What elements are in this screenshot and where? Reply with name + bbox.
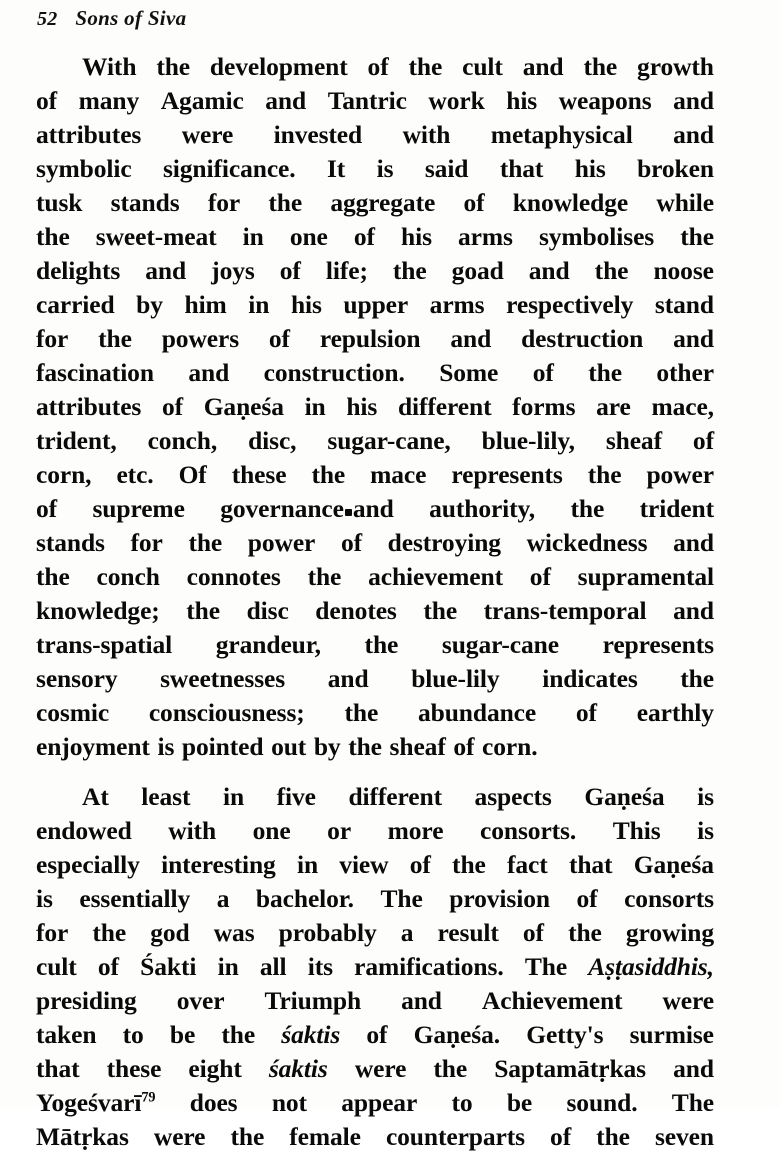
word: result [437, 918, 499, 947]
word: mace [370, 460, 427, 489]
text-line [36, 220, 714, 254]
word: over [176, 986, 225, 1015]
word: conch [96, 562, 160, 591]
word: other [656, 358, 714, 387]
word: the [307, 562, 342, 591]
text-line [36, 950, 714, 984]
word: construction. [263, 358, 405, 387]
word: its [307, 952, 333, 981]
word: forms [512, 392, 576, 421]
word: to [451, 1088, 473, 1117]
word: sensory [36, 664, 118, 693]
word: and [450, 324, 492, 353]
word: stands [110, 188, 180, 217]
word: ramifications. [354, 952, 504, 981]
word: taken [36, 1020, 97, 1049]
text-line [36, 322, 714, 356]
word: of [279, 256, 301, 285]
word: and [673, 120, 714, 149]
word: the [36, 222, 70, 251]
word: weapons [558, 86, 652, 115]
word: Mātṛkas [36, 1122, 129, 1151]
word: of [532, 358, 554, 387]
word: were [662, 986, 714, 1015]
word: the [98, 324, 132, 353]
text-line [36, 492, 714, 526]
text-line [36, 50, 714, 84]
word: by [313, 732, 341, 761]
word: supramental [577, 562, 714, 591]
word: significance. [162, 154, 296, 183]
word: abundance [417, 698, 537, 727]
word: is [376, 154, 394, 183]
word: stands [36, 528, 105, 557]
word: arms [458, 222, 513, 251]
word: of [550, 1122, 572, 1151]
word: sheaf [389, 732, 446, 761]
word: śaktis [268, 1054, 328, 1083]
word: his [401, 222, 432, 251]
word: disc [246, 596, 289, 625]
word: the [392, 256, 427, 285]
word: of [36, 86, 58, 115]
word: blue-lily, [481, 426, 575, 455]
word: Of [178, 460, 207, 489]
text-line [36, 254, 714, 288]
word: in [242, 222, 264, 251]
word: denotes [315, 596, 397, 625]
word: sugar-cane, [327, 426, 451, 455]
word: the [156, 52, 191, 81]
word: and [522, 52, 564, 81]
word: wickedness [526, 528, 648, 557]
word: fact [507, 850, 548, 879]
word: blue-lily [411, 664, 500, 693]
word: with [168, 816, 217, 845]
word: indicates [542, 664, 638, 693]
word: the [348, 732, 382, 761]
text-line [36, 984, 714, 1018]
word: the [92, 918, 127, 947]
word: of [367, 52, 389, 81]
word: the [596, 1122, 630, 1151]
word: Tantric [327, 86, 407, 115]
word: seven [654, 1122, 714, 1151]
word: noose [653, 256, 714, 285]
word: of [453, 732, 475, 761]
text-line [36, 594, 714, 628]
word: Agamic [160, 86, 244, 115]
word: life; [325, 256, 368, 285]
word: stand [654, 290, 714, 319]
word: surmise [629, 1020, 714, 1049]
word: cult [36, 952, 77, 981]
word: and [673, 86, 714, 115]
text-line [36, 628, 714, 662]
word: endowed [36, 816, 132, 845]
word: his [574, 154, 606, 183]
word: trans-temporal [483, 596, 647, 625]
word: destruction [521, 324, 644, 353]
word: for [207, 188, 241, 217]
word: is [36, 884, 53, 913]
word: sound. [566, 1088, 638, 1117]
word: not [271, 1088, 307, 1117]
word: corn, [36, 460, 92, 489]
word: of [529, 562, 551, 591]
word: trident [639, 494, 714, 523]
body-text [36, 50, 714, 1154]
word: cosmic [36, 698, 110, 727]
word: metaphysical [490, 120, 633, 149]
word: mace, [651, 392, 714, 421]
word: the [583, 52, 618, 81]
word: of [161, 392, 183, 421]
text-line [36, 916, 714, 950]
word: knowledge [512, 188, 629, 217]
text-line [36, 696, 714, 730]
word: of [576, 884, 598, 913]
word: invested [273, 120, 363, 149]
word: and [673, 324, 714, 353]
word: or [327, 816, 352, 845]
word: the [680, 222, 714, 251]
word: for [36, 324, 69, 353]
word: the [221, 1020, 256, 1049]
text-line [36, 1018, 714, 1052]
word: does [189, 1088, 238, 1117]
word: five [276, 782, 316, 811]
word: in [304, 392, 326, 421]
word: the [594, 256, 629, 285]
word: is [157, 732, 175, 761]
text-line [36, 814, 714, 848]
word: appear [341, 1088, 418, 1117]
word: symbolic [36, 154, 132, 183]
word: knowledge; [36, 596, 160, 625]
word: power [247, 528, 316, 557]
word: the [188, 528, 223, 557]
word: respectively [506, 290, 634, 319]
word: symbolises [538, 222, 655, 251]
word: goad [451, 256, 504, 285]
word: With [82, 52, 137, 81]
text-line [36, 730, 714, 764]
word: of [522, 918, 544, 947]
word: destroying [387, 528, 501, 557]
word: the [268, 188, 303, 217]
word: and [188, 358, 230, 387]
word: are [596, 392, 631, 421]
word: conch, [147, 426, 218, 455]
word: pointed [181, 732, 264, 761]
word: more [387, 816, 444, 845]
word: power [646, 460, 714, 489]
word: with [402, 120, 451, 149]
word: by [136, 290, 163, 319]
word: presiding [36, 986, 137, 1015]
word: the [311, 460, 346, 489]
word: growing [625, 918, 714, 947]
word: development [209, 52, 348, 81]
word: god [150, 918, 190, 947]
word: sweet-meat [95, 222, 217, 251]
word: fascination [36, 358, 154, 387]
word: the [186, 596, 220, 625]
word: were [153, 1122, 206, 1151]
word: This [612, 816, 661, 845]
word: broken [637, 154, 714, 183]
word: of [366, 1020, 388, 1049]
word: of [268, 324, 290, 353]
page-number: 52 [37, 8, 58, 30]
footnote-reference: 79 [141, 1089, 156, 1106]
word: one [252, 816, 291, 845]
word: the [570, 494, 605, 523]
word: The [380, 884, 423, 913]
word: arms [429, 290, 485, 319]
running-head-title: Sons of Siva [75, 6, 187, 30]
word: work [428, 86, 485, 115]
word: It [326, 154, 346, 183]
word: repulsion [319, 324, 421, 353]
word: one [289, 222, 328, 251]
paragraph-2 [36, 780, 714, 1154]
word: to [122, 1020, 144, 1049]
word: was [213, 918, 255, 947]
word: all [259, 952, 287, 981]
word: is [697, 782, 714, 811]
word: his [346, 392, 378, 421]
word: śaktis [281, 1020, 341, 1049]
word: were [354, 1054, 407, 1083]
word: probably [278, 918, 377, 947]
text-line [36, 1120, 714, 1154]
word: the [680, 664, 714, 693]
word: female [289, 1122, 361, 1151]
word: while [656, 188, 714, 217]
text-line [36, 848, 714, 882]
word: Gaṇeśa. [413, 1020, 501, 1049]
word: grandeur, [215, 630, 321, 659]
word: these [231, 460, 287, 489]
word: counterparts [385, 1122, 525, 1151]
word: a [216, 884, 230, 913]
word: Getty's [526, 1020, 604, 1049]
word: of [409, 850, 431, 879]
word: for [36, 918, 69, 947]
word: aggregate [330, 188, 436, 217]
word: the [568, 918, 602, 947]
word: Yogeśvarī$^{79}$ [36, 1088, 156, 1117]
word: the [230, 1122, 265, 1151]
word: sheaf [605, 426, 662, 455]
word: supreme [92, 494, 185, 523]
text-line [36, 662, 714, 696]
word: were [181, 120, 234, 149]
word: eight [188, 1054, 242, 1083]
word: trident, [36, 426, 117, 455]
word: and [145, 256, 187, 285]
word: different [397, 392, 492, 421]
word: these [106, 1054, 162, 1083]
word: Aṣṭasiddhis, [588, 952, 714, 981]
word: different [348, 782, 442, 811]
word: in [296, 850, 319, 879]
word: the [452, 850, 486, 879]
word: and [265, 86, 307, 115]
word: The [524, 952, 568, 981]
word: powers [161, 324, 240, 353]
word: represents [451, 460, 563, 489]
text-line [36, 560, 714, 594]
word: is [697, 816, 714, 845]
word: connotes [186, 562, 281, 591]
word: aspects [474, 782, 552, 811]
word: represents [602, 630, 714, 659]
word: disc, [248, 426, 297, 455]
word: etc. [116, 460, 154, 489]
word: in [222, 782, 245, 811]
word: of [692, 426, 714, 455]
text-line [36, 288, 714, 322]
word: cult [462, 52, 503, 81]
word: bachelor. [255, 884, 354, 913]
word: Gaṇeśa [584, 782, 665, 811]
word: his [506, 86, 538, 115]
word: essentially [79, 884, 191, 913]
word: The [671, 1088, 714, 1117]
word: and [673, 596, 714, 625]
word: enjoyment [36, 732, 150, 761]
word: Gaṇeśa [633, 850, 714, 879]
word: Triumph [264, 986, 362, 1015]
word: of [97, 952, 119, 981]
word: interesting [161, 850, 276, 879]
word: consorts [624, 884, 714, 913]
word: the [588, 358, 622, 387]
word: in [217, 952, 239, 981]
word: Some [439, 358, 499, 387]
word: Saptamātṛkas [494, 1054, 647, 1083]
word: corn. [482, 732, 538, 761]
word: of [340, 528, 362, 557]
word: the [364, 630, 399, 659]
page-content [36, 0, 716, 1151]
word: many [78, 86, 140, 115]
word: and [528, 256, 570, 285]
word: sugar-cane [441, 630, 559, 659]
word: that [36, 1054, 80, 1083]
word: joys [211, 256, 255, 285]
word: sweetnesses [160, 664, 286, 693]
word: the [408, 52, 443, 81]
word: the [36, 562, 70, 591]
word: a [400, 918, 414, 947]
word: upper [343, 290, 409, 319]
word: trans-spatial [36, 630, 173, 659]
word: of [575, 698, 597, 727]
word: and [673, 528, 714, 557]
word: consciousness; [148, 698, 305, 727]
text-line [36, 458, 714, 492]
word: of [463, 188, 485, 217]
text-line [36, 152, 714, 186]
word: earthly [636, 698, 714, 727]
word: Achievement [481, 986, 623, 1015]
word: Gaṇeśa [203, 392, 284, 421]
paragraph-1 [36, 50, 714, 764]
word: said [424, 154, 469, 183]
word: of [353, 222, 375, 251]
text-line [36, 356, 714, 390]
word: growth [637, 52, 714, 81]
word: be [506, 1088, 533, 1117]
text-line [36, 424, 714, 458]
word: the [423, 596, 458, 625]
text-line [36, 1052, 714, 1086]
word: especially [36, 850, 140, 879]
word: be [169, 1020, 196, 1049]
word: and [327, 664, 369, 693]
text-line [36, 780, 714, 814]
text-line [36, 1086, 714, 1120]
word: achievement [368, 562, 503, 591]
word: attributes [36, 120, 142, 149]
text-line [36, 526, 714, 560]
word: the [433, 1054, 468, 1083]
word: and [401, 986, 442, 1015]
word: attributes [36, 392, 142, 421]
word: and [673, 1054, 714, 1083]
word: Śakti [140, 952, 197, 981]
word: that [568, 850, 613, 879]
word: in [248, 290, 270, 319]
word: delights [36, 256, 121, 285]
text-line [36, 390, 714, 424]
word: the [344, 698, 379, 727]
word: tusk [36, 188, 83, 217]
word: out [271, 732, 307, 761]
ink-blot-artifact [345, 509, 352, 516]
word: provision [449, 884, 550, 913]
text-line [36, 118, 714, 152]
text-line [36, 186, 714, 220]
word: carried [36, 290, 115, 319]
word: view [339, 850, 389, 879]
word: authority, [429, 494, 536, 523]
word: governance and [220, 494, 394, 523]
word: that [499, 154, 544, 183]
word: least [141, 782, 191, 811]
word: his [290, 290, 322, 319]
running-head [37, 6, 186, 31]
word: the [587, 460, 622, 489]
word: for [130, 528, 163, 557]
word: him [184, 290, 227, 319]
text-line [36, 882, 714, 916]
word: At [82, 782, 109, 811]
word: consorts. [480, 816, 577, 845]
word: of [36, 494, 58, 523]
text-line [36, 84, 714, 118]
